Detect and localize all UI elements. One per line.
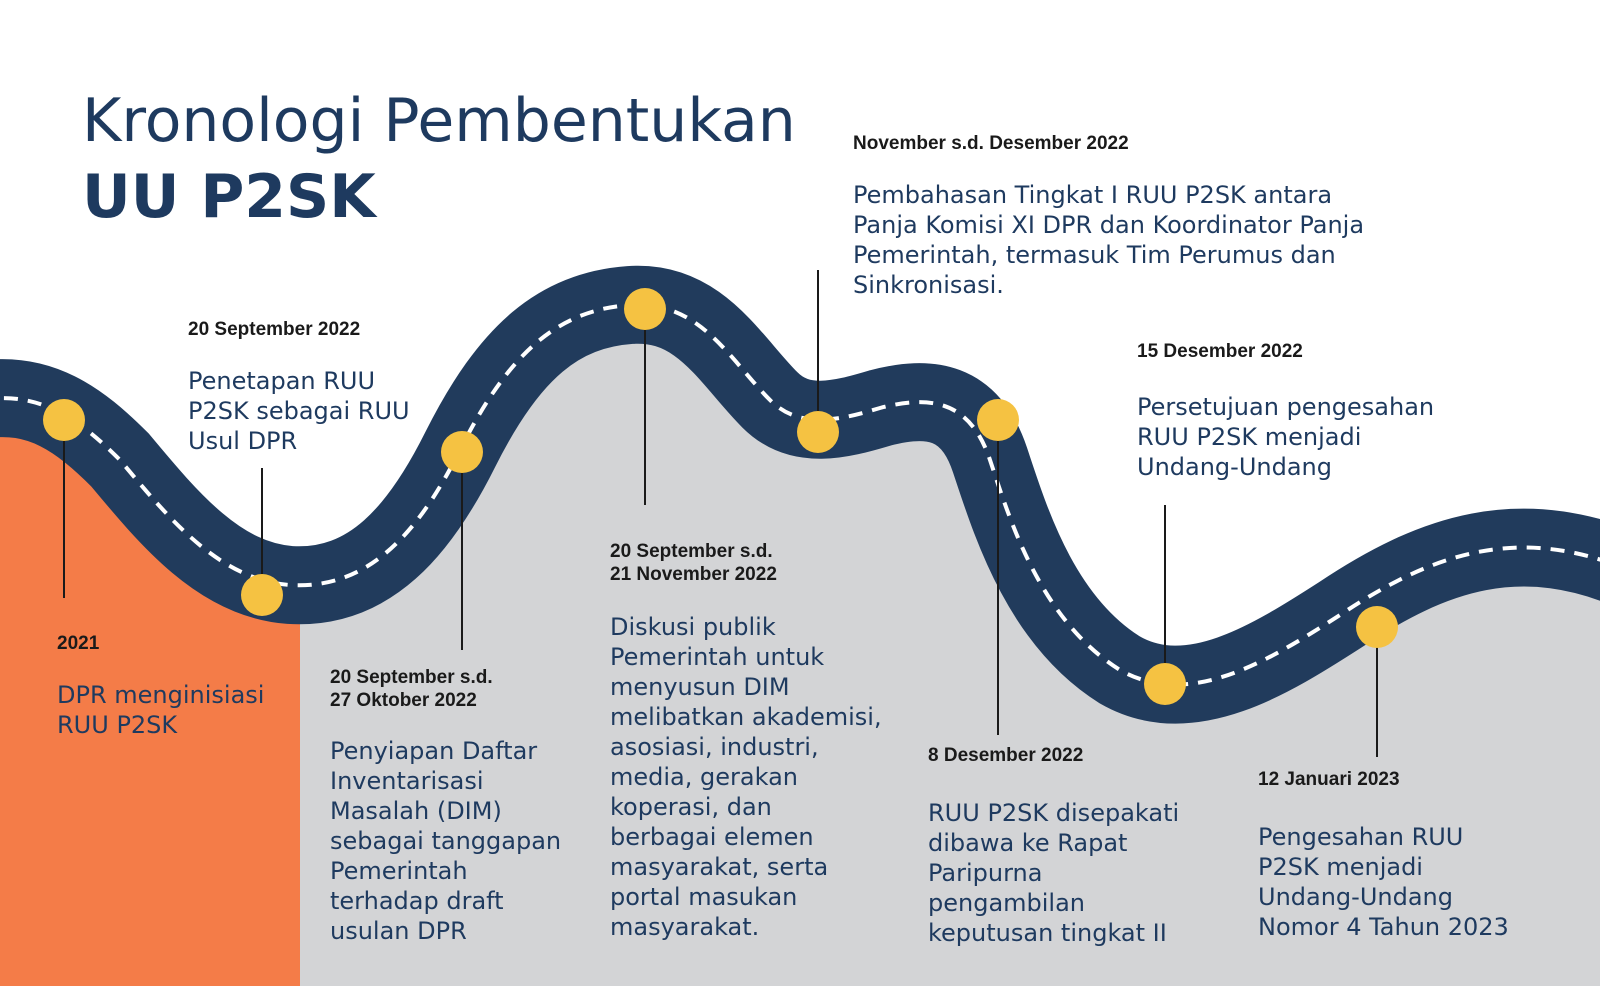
event-text-sep-nov-2022: Diskusi publik Pemerintah untuk menyusun DIM melibatkan akademisi, asosiasi, industri, media, gerakan koperasi, dan berbagai elemen masyarakat, serta portal masukan masyarakat.: [610, 613, 882, 941]
marker-15-des-2022: [1144, 663, 1186, 705]
event-text-nov-des-2022: Pembahasan Tingkat I RUU P2SK antara Panja Komisi XI DPR dan Koordinator Panja Pemerintah, termasuk Tim Perumus dan Sinkronisasi.: [853, 181, 1365, 299]
event-date-2021: 2021: [57, 633, 100, 654]
event-date-8-des-2022: 8 Desember 2022: [928, 745, 1084, 766]
marker-sep-okt-2022: [441, 431, 483, 473]
event-date-nov-des-2022: November s.d. Desember 2022: [853, 133, 1129, 154]
event-date-12-jan-2023: 12 Januari 2023: [1258, 769, 1400, 790]
page-title-line-2: UU P2SK: [82, 162, 376, 232]
page-title-line-1: Kronologi Pembentukan: [82, 86, 796, 156]
event-text-sep-okt-2022: Penyiapan Daftar Inventarisasi Masalah (DIM) sebagai tanggapan Pemerintah terhadap draft usulan DPR: [330, 737, 562, 945]
event-text-20-sep-2022: Penetapan RUU P2SK sebagai RUU Usul DPR: [188, 367, 410, 455]
marker-nov-des-2022: [797, 411, 839, 453]
marker-sep-nov-2022: [624, 288, 666, 330]
marker-12-jan-2023: [1356, 606, 1398, 648]
event-date-sep-okt-2022: 20 September s.d. 27 Oktober 2022: [330, 667, 493, 711]
event-text-12-jan-2023: Pengesahan RUU P2SK menjadi Undang-Undang Nomor 4 Tahun 2023: [1258, 823, 1509, 941]
event-date-20-sep-2022: 20 September 2022: [188, 319, 361, 340]
event-text-15-des-2022: Persetujuan pengesahan RUU P2SK menjadi Undang-Undang: [1137, 393, 1435, 481]
event-date-sep-nov-2022: 20 September s.d. 21 November 2022: [610, 541, 777, 585]
marker-20-sep-2022: [241, 574, 283, 616]
event-text-8-des-2022: RUU P2SK disepakati dibawa ke Rapat Paripurna pengambilan keputusan tingkat II: [928, 799, 1180, 947]
event-text-2021: DPR menginisiasi RUU P2SK: [57, 681, 265, 739]
marker-8-des-2022: [977, 399, 1019, 441]
event-date-15-des-2022: 15 Desember 2022: [1137, 341, 1303, 362]
marker-2021: [43, 399, 85, 441]
